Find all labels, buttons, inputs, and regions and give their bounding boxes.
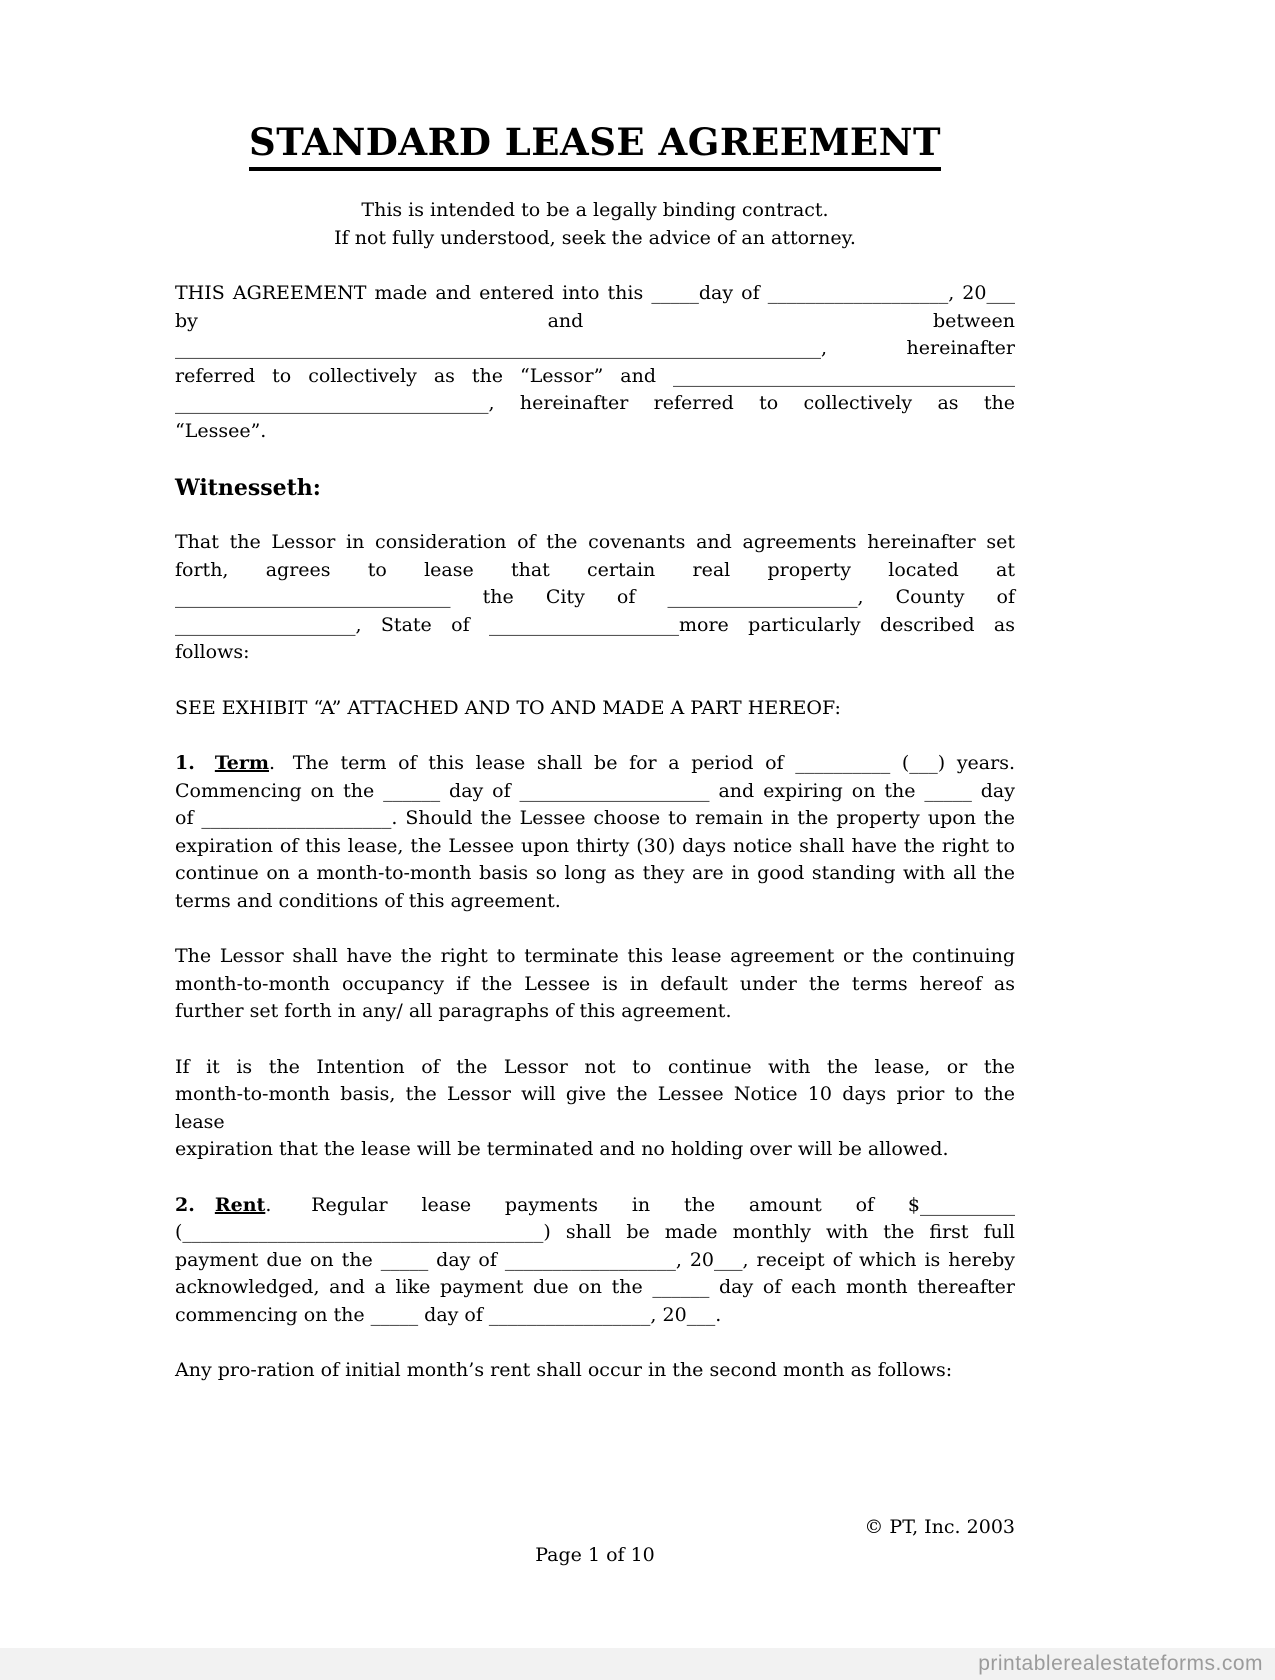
opening-line-4: referred to collectively as the “Lessor” and ____________________________________ <box>175 364 1015 387</box>
intention-line-2: month-to-month basis, the Lessor will give the Lessee Notice 10 days prior to the lease <box>175 1083 1015 1133</box>
terminate-line-1: The Lessor shall have the right to terminate this lease agreement or the continuing <box>175 945 1015 967</box>
rent-line-2: (______________________________________) shall be made monthly with the first full <box>175 1221 1015 1243</box>
copyright-notice: © PT, Inc. 2003 <box>864 1516 1015 1538</box>
proration-line: Any pro-ration of initial month’s rent shall occur in the second month as follows: <box>175 1359 953 1381</box>
opening-line-2-mid: and <box>547 309 584 332</box>
terminate-line-2: month-to-month occupancy if the Lessee is in default under the terms hereof as <box>175 972 1015 995</box>
consideration-line-2: forth, agrees to lease that certain real property located at <box>175 558 1015 581</box>
page-title: STANDARD LEASE AGREEMENT <box>249 120 941 171</box>
opening-line-5: _________________________________, hereinafter referred to collectively as the <box>175 392 1015 414</box>
exhibit-line: SEE EXHIBIT “A” ATTACHED AND TO AND MADE A PART HEREOF: <box>175 696 841 719</box>
opening-line-3: ____________________________________________________________________, hereinafter <box>175 337 1015 359</box>
opening-line-2-left: by <box>175 309 198 332</box>
terminate-line-3: further set forth in any/ all paragraphs of this agreement. <box>175 1000 732 1022</box>
rent-line-1 <box>175 1192 1015 1220</box>
subtitle-block <box>175 197 1015 252</box>
rent-section-number: 2. <box>175 1193 195 1216</box>
term-line-4: expiration of this lease, the Lessee upon thirty (30) days notice shall have the right to <box>175 834 1015 857</box>
rent-line-1-text: Regular lease payments in the amount of $__________ <box>311 1193 1015 1216</box>
document-body <box>175 0 1015 1385</box>
intention-line-3: expiration that the lease will be terminated and no holding over will be allowed. <box>175 1138 949 1160</box>
section-2-rent <box>175 1192 1015 1330</box>
witnesseth-heading: Witnesseth: <box>175 475 321 501</box>
term-line-6: terms and conditions of this agreement. <box>175 889 561 912</box>
terminate-paragraph <box>175 943 1015 1026</box>
term-section-label: Term <box>214 752 270 774</box>
opening-line-2-right: between <box>932 309 1015 332</box>
term-section-dot: . <box>269 752 276 774</box>
consideration-line-1: That the Lessor in consideration of the covenants and agreements hereinafter set <box>175 531 1015 553</box>
term-line-1 <box>175 750 1015 778</box>
page-number: Page 1 of 10 <box>535 1544 655 1566</box>
intention-paragraph <box>175 1054 1015 1164</box>
opening-line-2 <box>175 308 1015 336</box>
opening-paragraph <box>175 280 1015 445</box>
consideration-line-3: _____________________________ the City of ____________________, County of <box>175 586 1015 608</box>
subtitle-line-1: This is intended to be a legally binding contract. <box>361 199 829 221</box>
proration-paragraph <box>175 1357 1015 1385</box>
opening-line-1: THIS AGREEMENT made and entered into this _____day of ___________________, 20___ <box>175 282 1015 304</box>
term-line-5: continue on a month-to-month basis so long as they are in good standing with all the <box>175 862 1015 884</box>
rent-line-5: commencing on the _____ day of _________________, 20___. <box>175 1303 722 1326</box>
subtitle-line-2: If not fully understood, seek the advice of an attorney. <box>334 226 856 249</box>
watermark-bar <box>0 1648 1275 1680</box>
consideration-paragraph <box>175 529 1015 667</box>
section-1-term <box>175 750 1015 915</box>
opening-line-6: “Lessee”. <box>175 419 267 442</box>
site-watermark: printablerealestateforms.com <box>978 1652 1263 1675</box>
consideration-line-5: follows: <box>175 641 250 663</box>
intention-line-1: If it is the Intention of the Lessor not to continue with the lease, or the <box>175 1055 1015 1078</box>
term-line-3: of ____________________. Should the Lessee choose to remain in the property upon the <box>175 807 1015 829</box>
rent-section-dot: . <box>265 1193 272 1216</box>
rent-line-4: acknowledged, and a like payment due on the ______ day of each month thereafter <box>175 1276 1015 1298</box>
rent-line-3: payment due on the _____ day of __________________, 20___, receipt of which is hereby <box>175 1248 1015 1271</box>
term-section-number: 1. <box>175 752 195 774</box>
term-line-1-text: The term of this lease shall be for a period of __________ (___) years. <box>292 752 1015 774</box>
term-line-2: Commencing on the ______ day of ____________________ and expiring on the _____ day <box>175 779 1015 802</box>
title-block <box>175 120 1015 171</box>
rent-section-label: Rent <box>214 1193 266 1216</box>
consideration-line-4: ___________________, State of ____________________more particularly described as <box>175 613 1015 636</box>
